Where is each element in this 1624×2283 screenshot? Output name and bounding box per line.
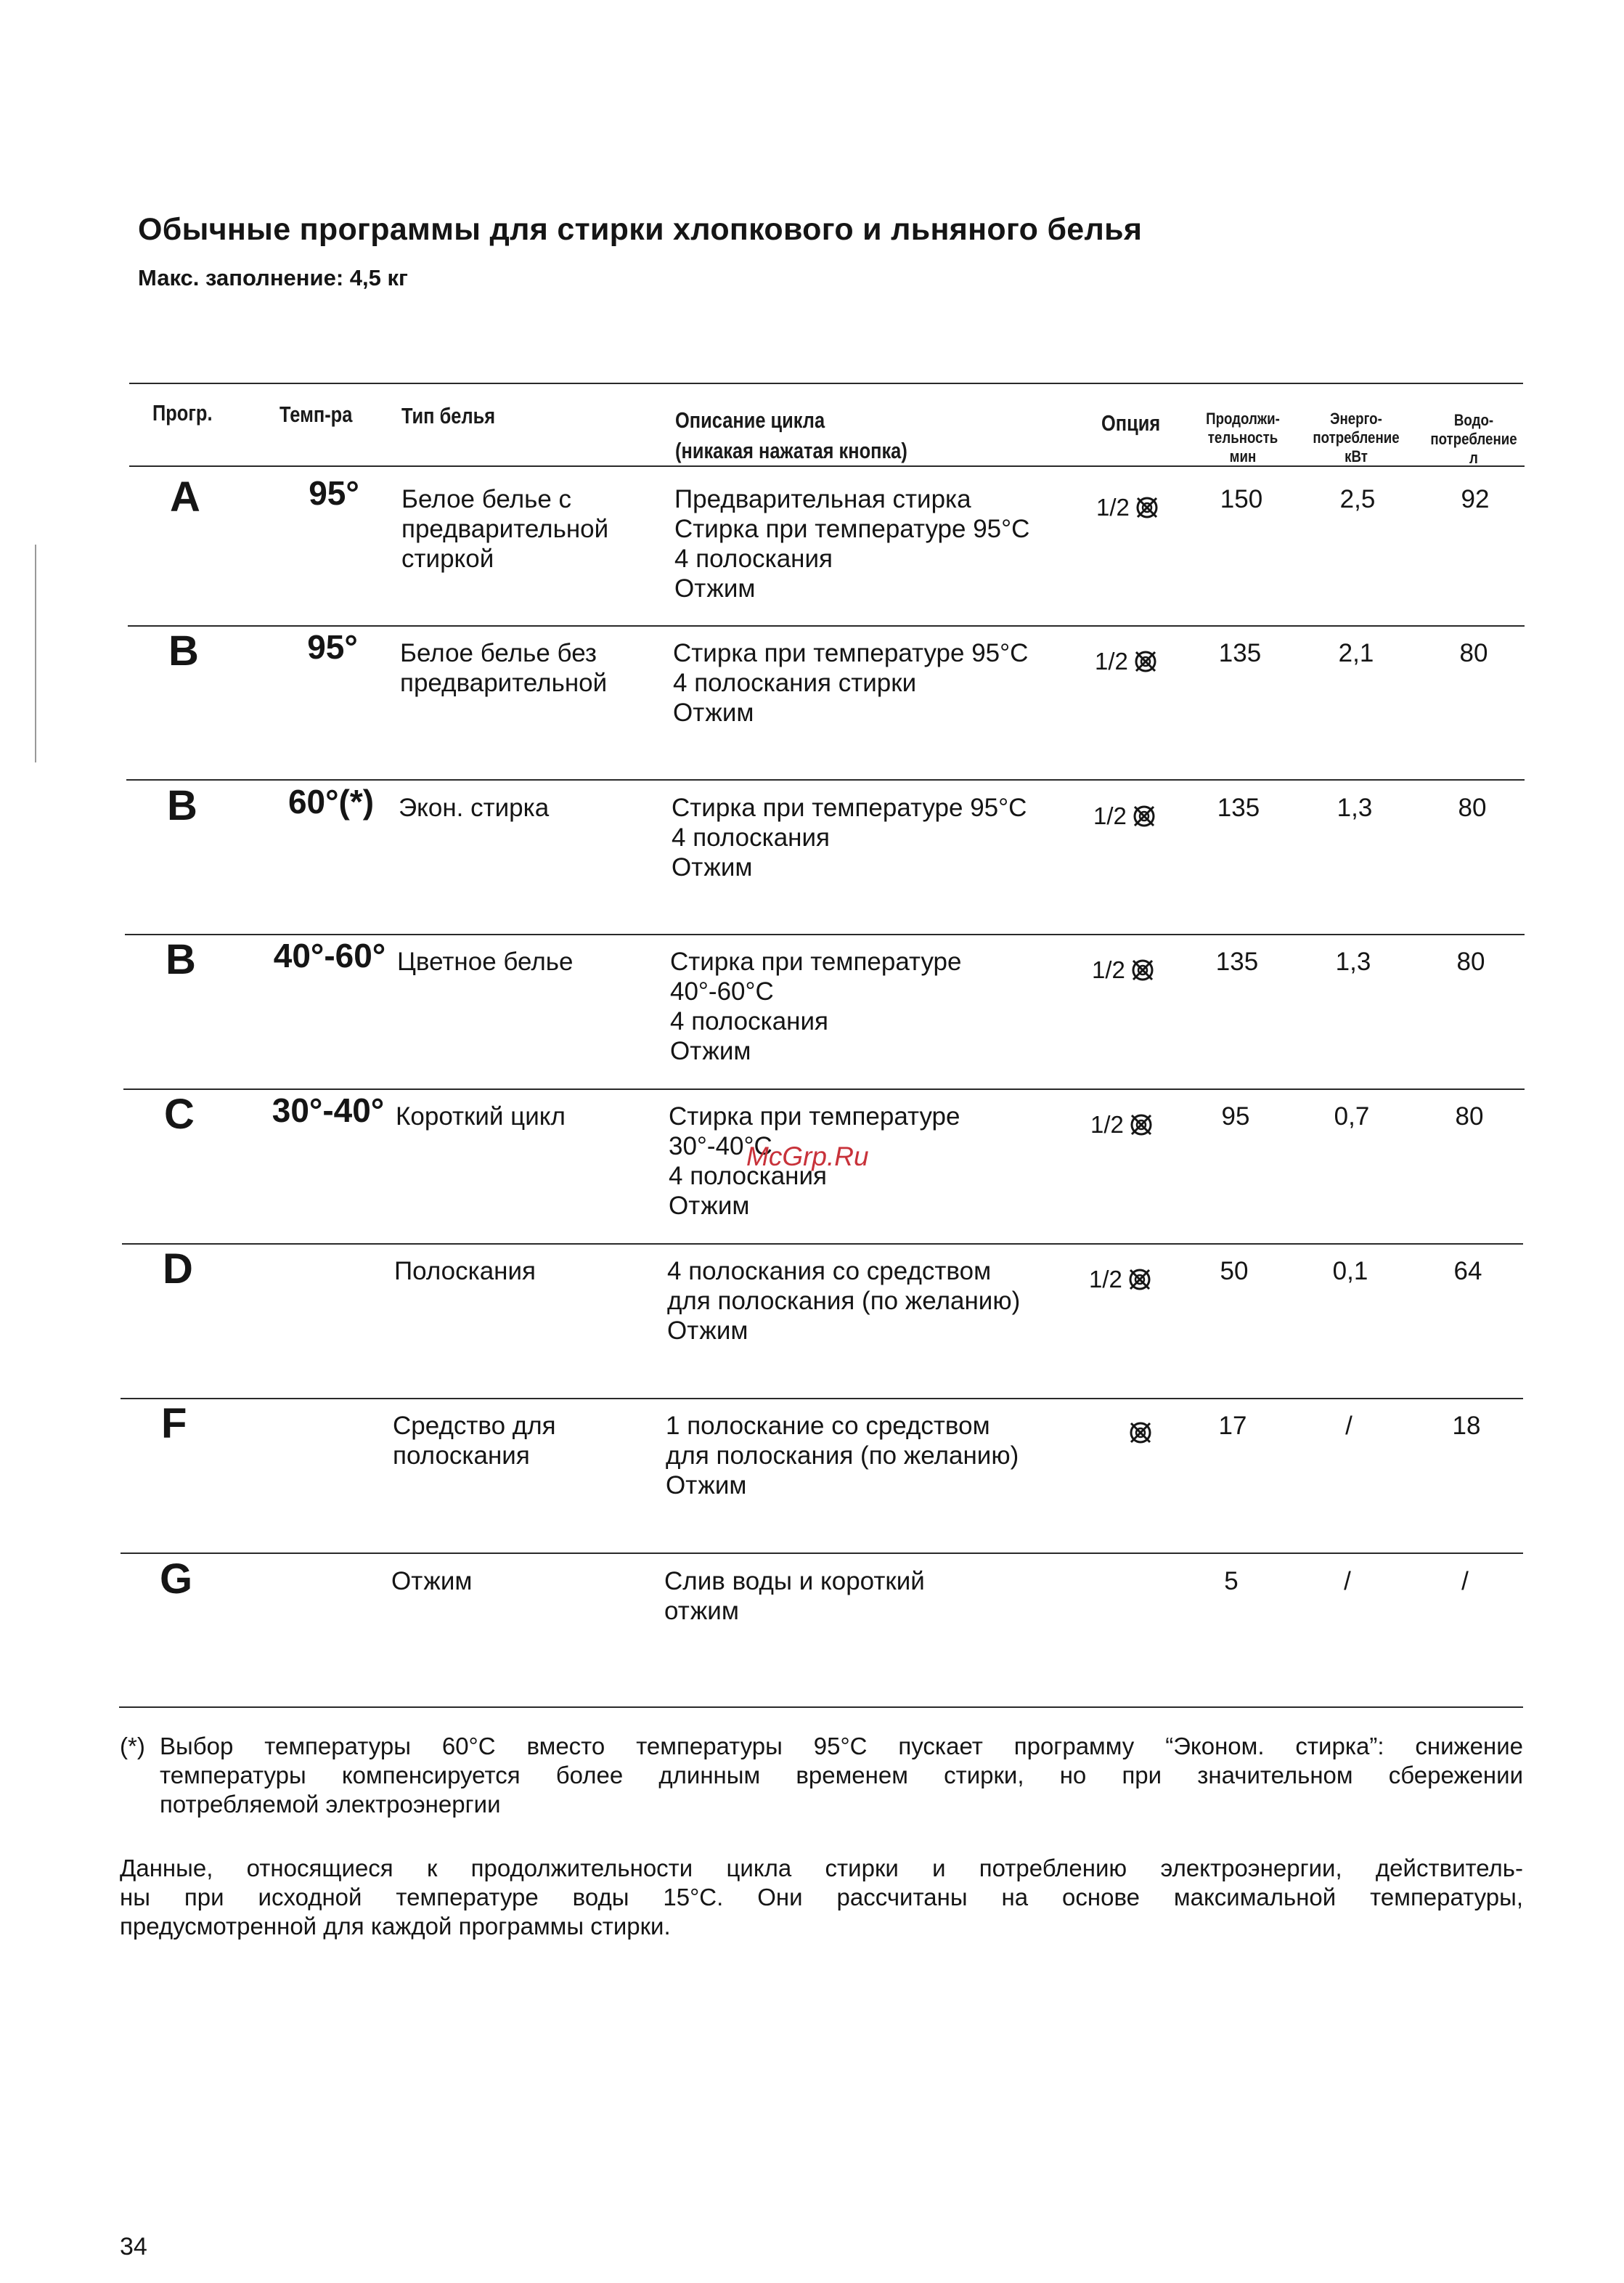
header-option: Опция [1101,410,1161,436]
page-title: Обычные программы для стирки хлопкового и льняного белья [138,212,1143,247]
cycle-description [664,1566,925,1626]
cycle-description-line: Стирка при температуре 95°C [674,515,1030,543]
header-duration [1193,410,1292,466]
water-l: 64 [1453,1257,1482,1285]
cycle-description-line: 4 полоскания стирки [673,669,917,697]
option-half-load: 1/2 [1093,802,1127,829]
energy-kwh: 2,5 [1339,485,1376,513]
duration-min: 95 [1221,1102,1250,1131]
program-letter: B [167,782,197,829]
cycle-description-line: Отжим [670,1037,751,1065]
program-letter: B [168,627,199,675]
water-l: / [1461,1567,1469,1595]
note-line: ны при исходной температуре воды 15°C. Они рассчитаны на основе максимальной температуры, [120,1884,1523,1910]
duration-min: 5 [1224,1567,1239,1595]
laundry-type-line: Полоскания [394,1257,536,1285]
water-l: 92 [1461,485,1490,513]
no-spin-icon [1134,495,1160,521]
cycle-description-line: Стирка при температуре 95°C [673,639,1029,667]
option [1093,802,1157,831]
program-letter: C [164,1091,195,1138]
laundry-type [396,1102,566,1131]
cycle-description-line: Стирка при температуре [669,1102,960,1131]
cycle-description-line: 40°-60°C [670,977,774,1006]
energy-kwh: 0,7 [1334,1102,1370,1131]
cycle-description-line: Отжим [669,1192,750,1220]
energy-kwh: 1,3 [1335,948,1371,976]
laundry-type [399,793,549,823]
duration-min: 135 [1215,948,1259,976]
no-spin-icon [1131,803,1157,829]
option [1096,493,1160,522]
cycle-description-line: Предварительная стирка [674,485,971,513]
footnote-line: потребляемой электроэнергии [160,1791,501,1818]
row-rule [121,1398,1523,1399]
temperature: 95° [309,474,359,512]
water-l: 80 [1459,639,1488,667]
page-number: 34 [120,2233,147,2260]
laundry-type-line: Цветное белье [397,948,574,976]
cycle-description-line: для полоскания (по желанию) [667,1287,1021,1315]
table-bottom-rule [119,1706,1523,1708]
option [1089,1265,1153,1294]
temperature: 30°-40° [272,1091,385,1129]
water-l: 80 [1456,948,1485,976]
header-water-unit: л [1469,449,1478,467]
header-desc-line1: Описание цикла [675,407,825,433]
cycle-description-line: Стирка при температуре 95°C [672,794,1027,822]
header-type: Тип белья [401,403,496,428]
table-top-rule [129,383,1523,384]
cycle-description-line: 4 полоскания [672,823,830,852]
header-water-line1: Водо- [1453,411,1494,429]
no-spin-icon [1128,1112,1154,1138]
note-line: предусмотренной для каждой программы стирки. [120,1913,671,1940]
cycle-description-line: 4 полоскания со средством [667,1257,992,1285]
header-temp: Темп-ра [279,402,353,427]
laundry-type [394,1256,536,1286]
laundry-type-line: предварительной [401,515,609,543]
cycle-description [674,484,1029,603]
energy-kwh: / [1344,1567,1351,1595]
program-letter: F [161,1400,187,1447]
option [1127,1420,1154,1446]
header-prog: Прогр. [152,400,213,426]
no-spin-icon [1127,1266,1153,1293]
note-line: Данные, относящиеся к продолжительности цикла стирки и потреблению электроэнергии, действитель- [120,1855,1523,1881]
cycle-description-line: Слив воды и короткий [664,1567,925,1595]
laundry-type-line: Короткий цикл [396,1102,566,1131]
option [1092,956,1156,985]
temperature: 60°(*) [287,783,375,821]
cycle-description [667,1256,1020,1346]
cycle-description-line: Отжим [674,574,756,603]
header-energy-line2: потребление [1313,428,1400,447]
water-l: 80 [1458,794,1487,822]
footnote-line: температуры компенсируется более длинным временем стирки, но при значительном сбережении [160,1762,1523,1788]
laundry-type [401,484,608,574]
cycle-description-line: 4 полоскания [670,1007,828,1035]
cycle-description [666,1411,1019,1500]
laundry-type-line: полоскания [393,1441,530,1470]
cycle-description-line: Отжим [672,853,753,882]
duration-min: 150 [1220,485,1263,513]
option-half-load: 1/2 [1096,494,1130,521]
water-l: 80 [1455,1102,1484,1131]
laundry-type-line: предварительной [400,669,608,697]
header-water [1419,411,1530,468]
header-energy-line1: Энерго- [1330,410,1382,428]
energy-kwh: 2,1 [1338,639,1374,667]
header-desc-line2: (никакая нажатая кнопка) [675,438,907,463]
option-half-load: 1/2 [1090,1111,1124,1138]
cycle-description-line: 1 полоскание со средством [666,1412,990,1440]
laundry-type-line: Белое белье с [401,485,572,513]
header-desc [675,405,907,466]
row-rule [126,779,1525,781]
cycle-description-line: Отжим [673,699,754,727]
max-load-subtitle: Макс. заполнение: 4,5 кг [138,265,408,290]
cycle-description-line: 4 полоскания [674,545,833,573]
duration-min: 135 [1217,794,1260,822]
cycle-description-line: Стирка при температуре [670,948,962,976]
laundry-type-line: Средство для [393,1412,556,1440]
temperature: 40°-60° [273,937,386,974]
header-energy [1301,410,1412,466]
energy-kwh: 0,1 [1332,1257,1368,1285]
duration-min: 135 [1218,639,1262,667]
duration-min: 50 [1220,1257,1249,1285]
program-letter: D [163,1245,193,1293]
header-duration-line2: тельность [1207,428,1278,447]
no-spin-icon [1133,648,1159,675]
footnote-mark: (*) [120,1733,145,1759]
laundry-type-line: Отжим [391,1567,473,1595]
data-note [120,1854,1523,1941]
duration-min: 17 [1218,1412,1247,1440]
program-letter: G [160,1555,193,1603]
cycle-description-line: для полоскания (по желанию) [666,1441,1019,1470]
header-duration-unit: мин [1229,447,1257,465]
option [1095,647,1159,676]
no-spin-icon [1127,1420,1154,1446]
option [1090,1110,1154,1139]
cycle-description-line: отжим [664,1597,739,1625]
scan-margin-mark [35,545,36,762]
cycle-description-line: Отжим [666,1471,747,1499]
cycle-description [670,947,962,1066]
no-spin-icon [1130,957,1156,983]
cycle-description-line: 30°-40°C [669,1132,772,1160]
footnote-line: Выбор температуры 60°C вместо температуры 95°C пускает программу “Эконом. стирка”: снижение [160,1733,1523,1759]
header-water-line2: потребление [1430,430,1517,448]
laundry-type [400,638,607,698]
option-half-load: 1/2 [1089,1266,1122,1293]
program-letter: B [166,936,196,983]
option-half-load: 1/2 [1092,956,1125,983]
watermark: McGrp.Ru [746,1142,869,1171]
cycle-description-line: 4 полоскания [669,1162,827,1190]
laundry-type [393,1411,556,1470]
water-l: 18 [1452,1412,1481,1440]
program-letter: A [170,473,200,521]
option-half-load: 1/2 [1095,648,1128,675]
cycle-description [673,638,1028,728]
row-rule [122,1243,1523,1245]
header-duration-line1: Продолжи- [1206,410,1280,428]
laundry-type [397,947,574,977]
laundry-type-line: стиркой [401,545,494,573]
header-energy-unit: кВт [1345,447,1368,465]
laundry-type [391,1566,472,1596]
temperature: 95° [307,628,358,666]
cycle-description-line: Отжим [667,1317,748,1345]
energy-kwh: 1,3 [1337,794,1373,822]
cycle-description [672,793,1027,882]
row-rule [121,1552,1523,1554]
energy-kwh: / [1345,1412,1352,1440]
laundry-type-line: Экон. стирка [399,794,550,822]
laundry-type-line: Белое белье без [400,639,597,667]
footnote-text [160,1732,1523,1819]
